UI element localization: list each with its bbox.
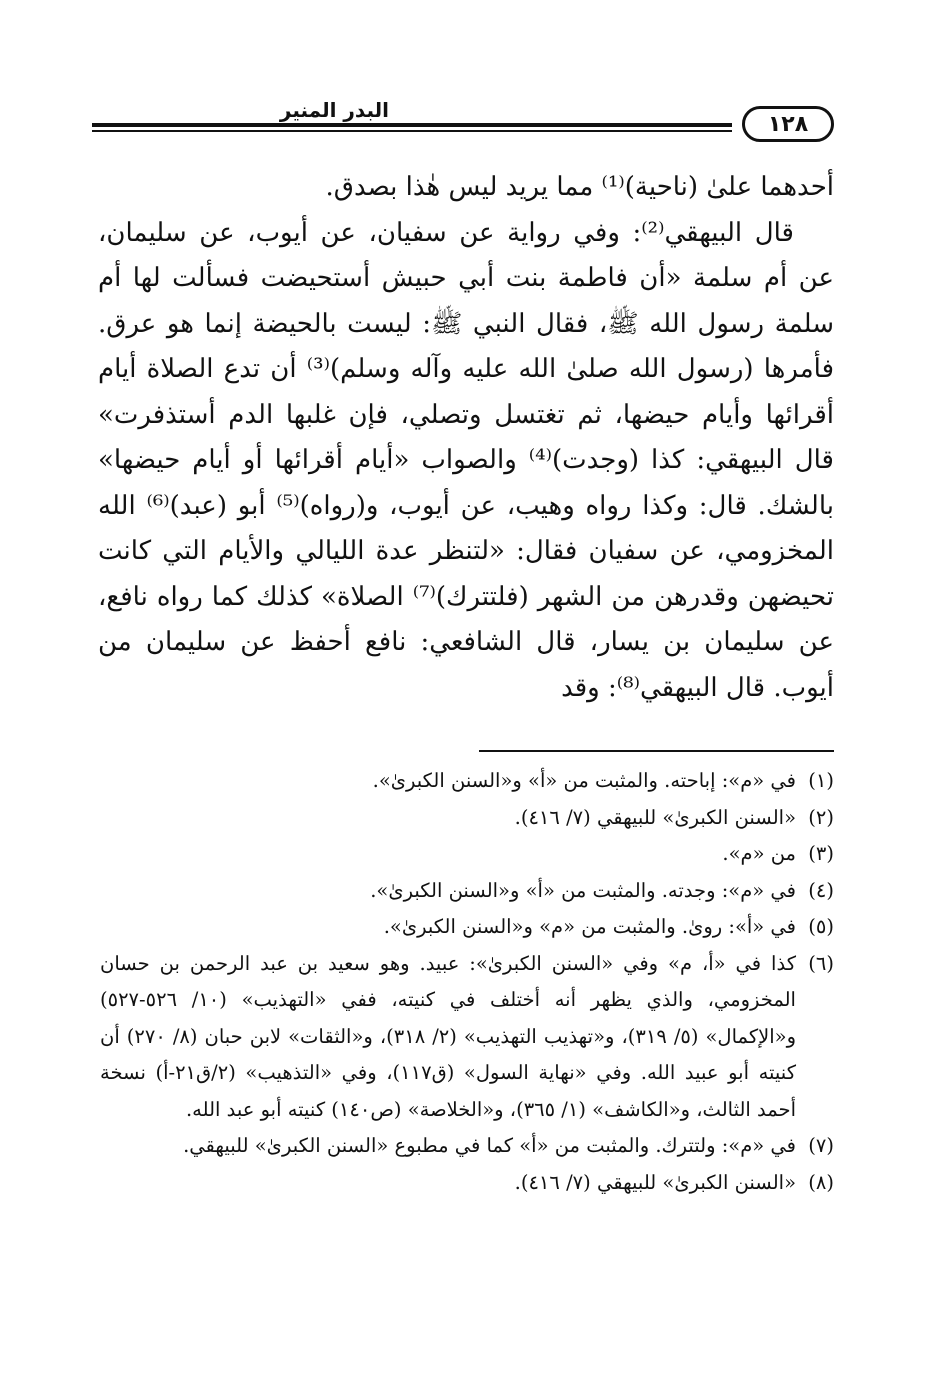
footnote [100,763,834,800]
footnote-separator [479,750,834,752]
footnote [100,1165,834,1202]
footnote-number: (٨) [808,1170,834,1194]
footnote-number: (١) [808,769,834,792]
footnote-text: في «م»: ولتترك. والمثبت من «أ» كما في مطبوع «السنن الكبرىٰ» للبيهقي. [183,1134,796,1157]
footnote [100,836,834,873]
footnote-number: (٣) [808,842,834,865]
footnote-text: كذا في «أ، م» وفي «السنن الكبرىٰ»: عبيد. وهو سعيد بن عبد الرحمن بن حسان المخزومي، والذي يظهر أنه أختلف في كنيته، ففي «التهذيب» (١٠/ ٥٢٦-٥٢٧) و«الإكمال» (٥/ ٣١٩)، و«تهذيب التهذيب» (٢/ ٣١٨)، و«الثقات» لابن حبان (٨/ ٢٧٠) أن كنيته أبو عبيد الله. وفي «نهاية السول» (ق١١٧)، وفي «التذهيب» (٢/ق٢١-أ) نسخة أحمد الثالث، و«الكاشف» (١/ ٣٦٥)، و«الخلاصة» (ص١٤٠) كنيته أبو عبد الله. [100,951,796,1121]
footnotes [100,763,834,1201]
footnote [100,800,834,837]
running-title: البدر المنير [279,98,389,122]
footnote-number: (٦) [808,951,834,975]
footnote-number: (٧) [808,1134,834,1157]
paragraph: أحدهما علىٰ (ناحية)⁽¹⁾ مما يريد ليس هٰذا بصدق. [325,172,834,202]
header-rule-secondary [92,130,732,132]
footnote-text: في «م»: إباحته. والمثبت من «أ» و«السنن الكبرىٰ». [372,769,796,792]
main-text [98,165,834,711]
footnote-number: (٤) [808,878,834,902]
footnote [100,909,834,946]
footnote-text: «السنن الكبرىٰ» للبيهقي (٧/ ٤١٦). [514,1170,796,1194]
footnote-number: (٢) [808,805,834,829]
footnote-text: في «أ»: روىٰ. والمثبت من «م» و«السنن الكبرىٰ». [383,915,796,938]
footnote-text: «السنن الكبرىٰ» للبيهقي (٧/ ٤١٦). [514,805,796,829]
page-header [92,92,834,152]
paragraph: قال البيهقي⁽²⁾: وفي رواية عن سفيان، عن أيوب، عن سليمان، عن أم سلمة «أن فاطمة بنت أبي حبيش أستحيضت فسألت لها أم سلمة رسول الله ﷺ، فقال النبي ﷺ: ليست بالحيضة إنما هو عرق. فأمرها (رسول الله صلىٰ الله عليه وآله وسلم)⁽³⁾ أن تدع الصلاة أيام أقرائها وأيام حيضها، ثم تغتسل وتصلي، فإن غلبها الدم أستذفرت» قال البيهقي: كذا (وجدت)⁽⁴⁾ والصواب «أيام أقرائها أو أيام حيضها» بالشك. قال: وكذا رواه وهيب، عن أيوب، و(رواه)⁽⁵⁾ أبو (عبد)⁽⁶⁾ الله المخزومي، عن سفيان فقال: «لتنظر عدة الليالي والأيام التي كانت تحيضهن وقدرهن من الشهر (فلتترك)⁽⁷⁾ الصلاة» كذلك كما رواه نافع، عن سليمان بن يسار، قال الشافعي: نافع أحفظ عن سليمان من أيوب. قال البيهقي⁽⁸⁾: وقد [98,217,835,703]
footnote [100,946,834,1129]
footnote-text: في «م»: وجدته. والمثبت من «أ» و«السنن الكبرىٰ». [370,878,796,902]
footnote-text: من «م». [722,842,796,865]
footnote [100,873,834,910]
footnote-number: (٥) [808,915,834,938]
footnote [100,1128,834,1165]
header-rule [92,123,732,127]
page-number: ١٢٨ [742,106,834,142]
